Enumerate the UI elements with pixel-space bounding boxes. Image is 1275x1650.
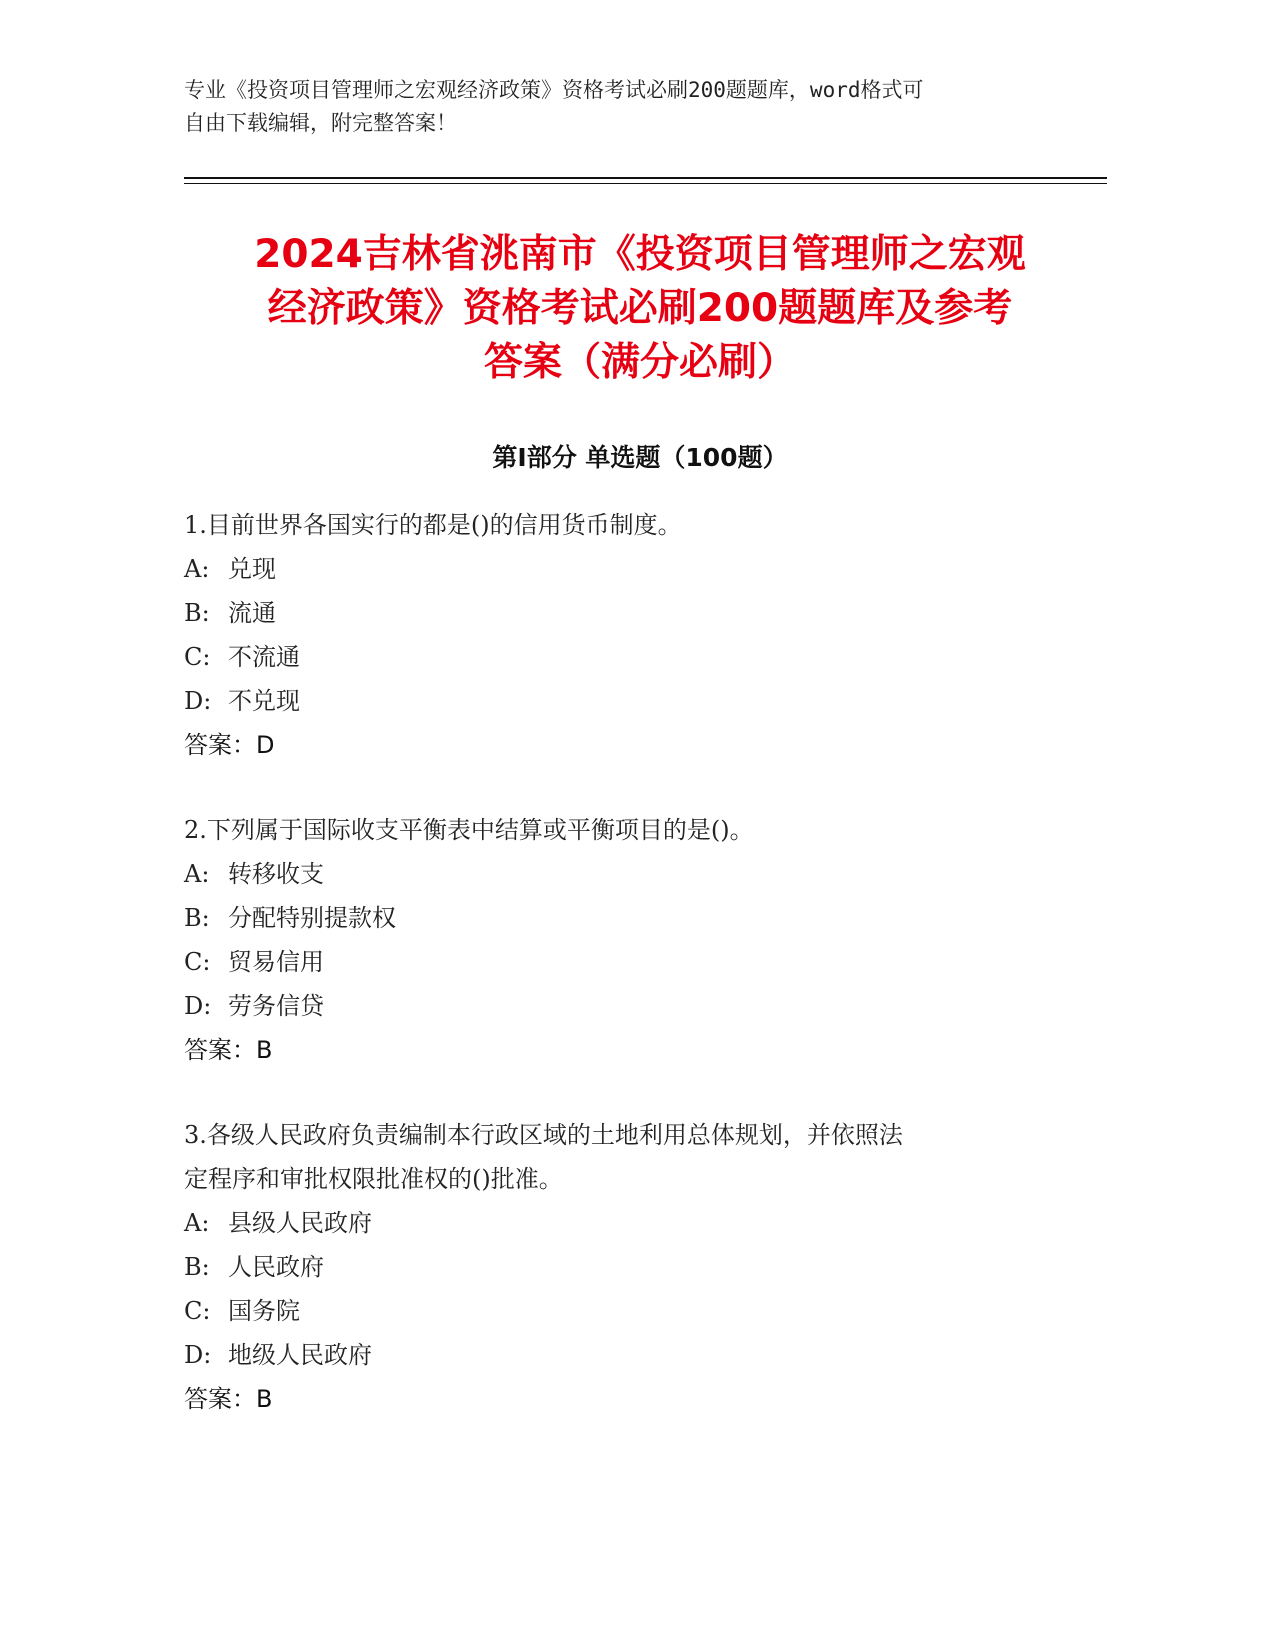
option-text: 兑现: [228, 555, 276, 583]
option-key: A:: [184, 860, 210, 888]
option-key: A:: [184, 1209, 210, 1237]
title-line: 答案（满分必刷）: [483, 340, 796, 385]
header-divider-thin: [184, 183, 1107, 184]
option-text: 流通: [228, 599, 276, 627]
document-title: [140, 228, 1140, 390]
answer: [184, 1028, 1084, 1072]
answer-value: B: [256, 1036, 273, 1064]
question-stem-line: 1.目前世界各国实行的都是()的信用货币制度。: [184, 511, 682, 539]
answer-label: 答案：: [184, 1385, 256, 1413]
option-key: D:: [184, 1341, 212, 1369]
question-stem-line: 3.各级人民政府负责编制本行政区域的土地利用总体规划，并依照法: [184, 1121, 903, 1149]
option-a: [184, 547, 1084, 591]
option-key: B:: [184, 1253, 210, 1281]
question-stem-line: 2.下列属于国际收支平衡表中结算或平衡项目的是()。: [184, 816, 754, 844]
option-key: B:: [184, 599, 210, 627]
option-c: [184, 635, 1084, 679]
header-note: [184, 74, 1084, 140]
option-key: A:: [184, 555, 210, 583]
option-key: B:: [184, 904, 210, 932]
option-key: D:: [184, 687, 212, 715]
answer-value: B: [256, 1385, 273, 1413]
header-divider: [184, 177, 1107, 179]
header-note-line: 专业《投资项目管理师之宏观经济政策》资格考试必刷200题题库，word格式可: [184, 78, 924, 102]
option-text: 人民政府: [228, 1253, 324, 1281]
option-text: 国务院: [228, 1297, 300, 1325]
option-text: 劳务信贷: [228, 992, 324, 1020]
answer: [184, 723, 1084, 767]
header-note-line: 自由下载编辑，附完整答案！: [184, 111, 457, 135]
option-d: [184, 1333, 1084, 1377]
option-b: [184, 591, 1084, 635]
title-line: 2024吉林省洮南市《投资项目管理师之宏观: [254, 232, 1026, 277]
option-d: [184, 984, 1084, 1028]
question-stem: [184, 503, 1084, 547]
option-key: D:: [184, 992, 212, 1020]
option-c: [184, 1289, 1084, 1333]
answer: [184, 1377, 1084, 1421]
title-line: 经济政策》资格考试必刷200题题库及参考: [267, 286, 1013, 331]
option-b: [184, 1245, 1084, 1289]
answer-value: D: [256, 731, 275, 759]
option-key: C:: [184, 948, 211, 976]
question-1: [184, 503, 1084, 767]
option-b: [184, 896, 1084, 940]
option-text: 转移收支: [228, 860, 324, 888]
answer-label: 答案：: [184, 731, 256, 759]
question-stem: [184, 808, 1084, 852]
option-a: [184, 1201, 1084, 1245]
question-stem-line: 定程序和审批权限批准权的()批准。: [184, 1165, 563, 1193]
answer-label: 答案：: [184, 1036, 256, 1064]
option-text: 不流通: [228, 643, 300, 671]
option-text: 不兑现: [228, 687, 300, 715]
section-heading: 第I部分 单选题（100题）: [492, 443, 788, 472]
option-text: 地级人民政府: [228, 1341, 372, 1369]
option-text: 县级人民政府: [228, 1209, 372, 1237]
question-2: [184, 808, 1084, 1072]
option-key: C:: [184, 643, 211, 671]
option-d: [184, 679, 1084, 723]
question-stem: [184, 1113, 1084, 1201]
question-3: [184, 1113, 1084, 1421]
option-text: 贸易信用: [228, 948, 324, 976]
option-text: 分配特别提款权: [228, 904, 396, 932]
option-a: [184, 852, 1084, 896]
option-c: [184, 940, 1084, 984]
option-key: C:: [184, 1297, 211, 1325]
